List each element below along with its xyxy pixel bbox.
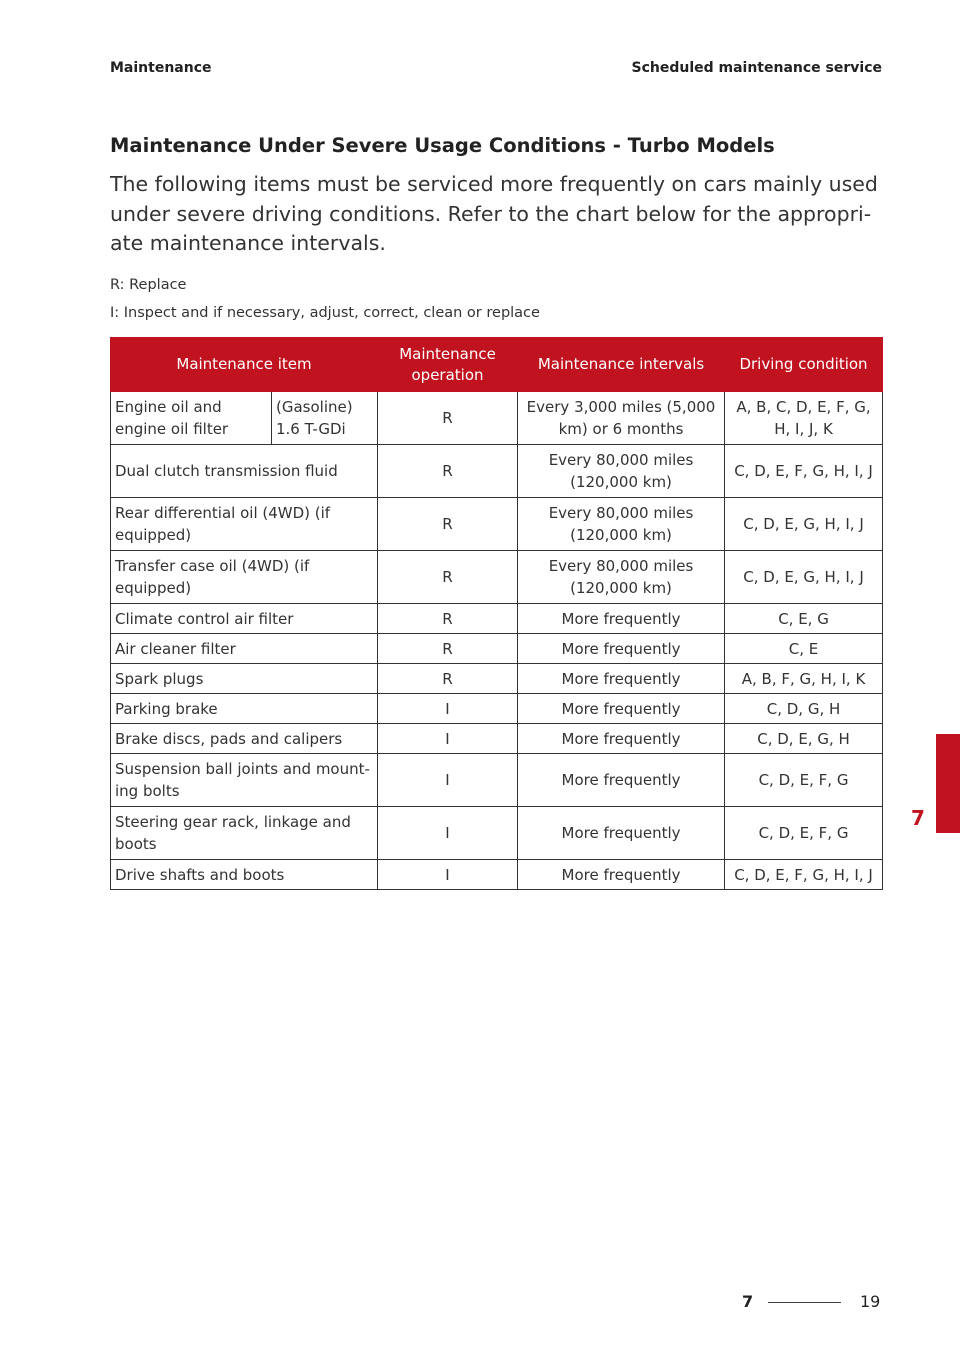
cell-interval: More frequently <box>518 860 725 890</box>
header-maintenance-operation: Maintenance operation <box>378 338 518 392</box>
cell-interval: More frequently <box>518 694 725 724</box>
cell-operation: I <box>378 807 518 860</box>
cell-interval: More frequently <box>518 604 725 634</box>
intro-paragraph: The following items must be serviced more frequently on cars mainly used under severe driving conditions. Refer to the chart below for the appropri-ate maintenance intervals. <box>110 172 878 255</box>
header-maintenance-item: Maintenance item <box>111 338 378 392</box>
cell-operation: R <box>378 634 518 664</box>
cell-condition: C, E <box>725 634 883 664</box>
cell-condition: C, D, E, F, G, H, I, J <box>725 860 883 890</box>
cell-condition: C, D, E, F, G <box>725 754 883 807</box>
cell-operation: I <box>378 724 518 754</box>
cell-interval: Every 3,000 miles (5,000 km) or 6 months <box>518 392 725 445</box>
table-row <box>111 724 883 754</box>
cell-item: Parking brake <box>111 694 378 724</box>
cell-item: Brake discs, pads and calipers <box>111 724 378 754</box>
cell-item: Spark plugs <box>111 664 378 694</box>
cell-operation: R <box>378 445 518 498</box>
cell-item: Air cleaner filter <box>111 634 378 664</box>
table-row <box>111 664 883 694</box>
cell-condition: C, D, E, G, H, I, J <box>725 498 883 551</box>
table-row <box>111 694 883 724</box>
table-row <box>111 498 883 551</box>
cell-interval: Every 80,000 miles (120,000 km) <box>518 445 725 498</box>
header-driving-condition: Driving condition <box>725 338 883 392</box>
cell-condition: C, D, G, H <box>725 694 883 724</box>
maintenance-table <box>110 337 883 890</box>
cell-item: Drive shafts and boots <box>111 860 378 890</box>
footer-chapter-number: 7 <box>742 1292 754 1311</box>
cell-interval: More frequently <box>518 664 725 694</box>
cell-item: Rear differential oil (4WD) (if equipped) <box>111 498 378 551</box>
cell-variant: (Gasoline) 1.6 T-GDi <box>272 392 378 445</box>
running-header-section: Maintenance <box>110 60 212 76</box>
cell-operation: R <box>378 392 518 445</box>
cell-condition: C, E, G <box>725 604 883 634</box>
cell-operation: R <box>378 604 518 634</box>
cell-condition: C, D, E, G, H, I, J <box>725 551 883 604</box>
footer-page-number: 19 <box>860 1292 881 1311</box>
legend-inspect: I: Inspect and if necessary, adjust, correct, clean or replace <box>110 305 540 321</box>
cell-operation: I <box>378 694 518 724</box>
cell-condition: C, D, E, F, G, H, I, J <box>725 445 883 498</box>
table-row <box>111 604 883 634</box>
cell-interval: More frequently <box>518 634 725 664</box>
table-row <box>111 754 883 807</box>
table-row <box>111 634 883 664</box>
cell-interval: More frequently <box>518 807 725 860</box>
cell-operation: R <box>378 551 518 604</box>
running-header-topic: Scheduled maintenance service <box>631 60 882 76</box>
cell-item: Steering gear rack, linkage and boots <box>111 807 378 860</box>
header-maintenance-intervals: Maintenance intervals <box>518 338 725 392</box>
table-row <box>111 860 883 890</box>
cell-interval: More frequently <box>518 754 725 807</box>
table-row <box>111 445 883 498</box>
chapter-side-tab <box>936 734 960 833</box>
cell-item: Transfer case oil (4WD) (if equipped) <box>111 551 378 604</box>
cell-interval: More frequently <box>518 724 725 754</box>
legend-replace: R: Replace <box>110 277 187 293</box>
cell-condition: C, D, E, F, G <box>725 807 883 860</box>
cell-condition: A, B, F, G, H, I, K <box>725 664 883 694</box>
cell-item: Suspension ball joints and mount-ing bolts <box>111 754 378 807</box>
cell-interval: Every 80,000 miles (120,000 km) <box>518 551 725 604</box>
footer-divider <box>768 1302 841 1303</box>
table-row <box>111 551 883 604</box>
chapter-side-number: 7 <box>911 806 925 830</box>
cell-condition: A, B, C, D, E, F, G, H, I, J, K <box>725 392 883 445</box>
table-row <box>111 807 883 860</box>
cell-item: Climate control air filter <box>111 604 378 634</box>
cell-operation: R <box>378 498 518 551</box>
cell-interval: Every 80,000 miles (120,000 km) <box>518 498 725 551</box>
cell-item: Engine oil and engine oil filter <box>111 392 272 445</box>
table-header-row <box>111 338 883 392</box>
cell-operation: I <box>378 754 518 807</box>
cell-condition: C, D, E, G, H <box>725 724 883 754</box>
cell-item: Dual clutch transmission fluid <box>111 445 378 498</box>
table-row <box>111 392 883 445</box>
page-title: Maintenance Under Severe Usage Conditions - Turbo Models <box>110 134 775 157</box>
cell-operation: R <box>378 664 518 694</box>
cell-operation: I <box>378 860 518 890</box>
